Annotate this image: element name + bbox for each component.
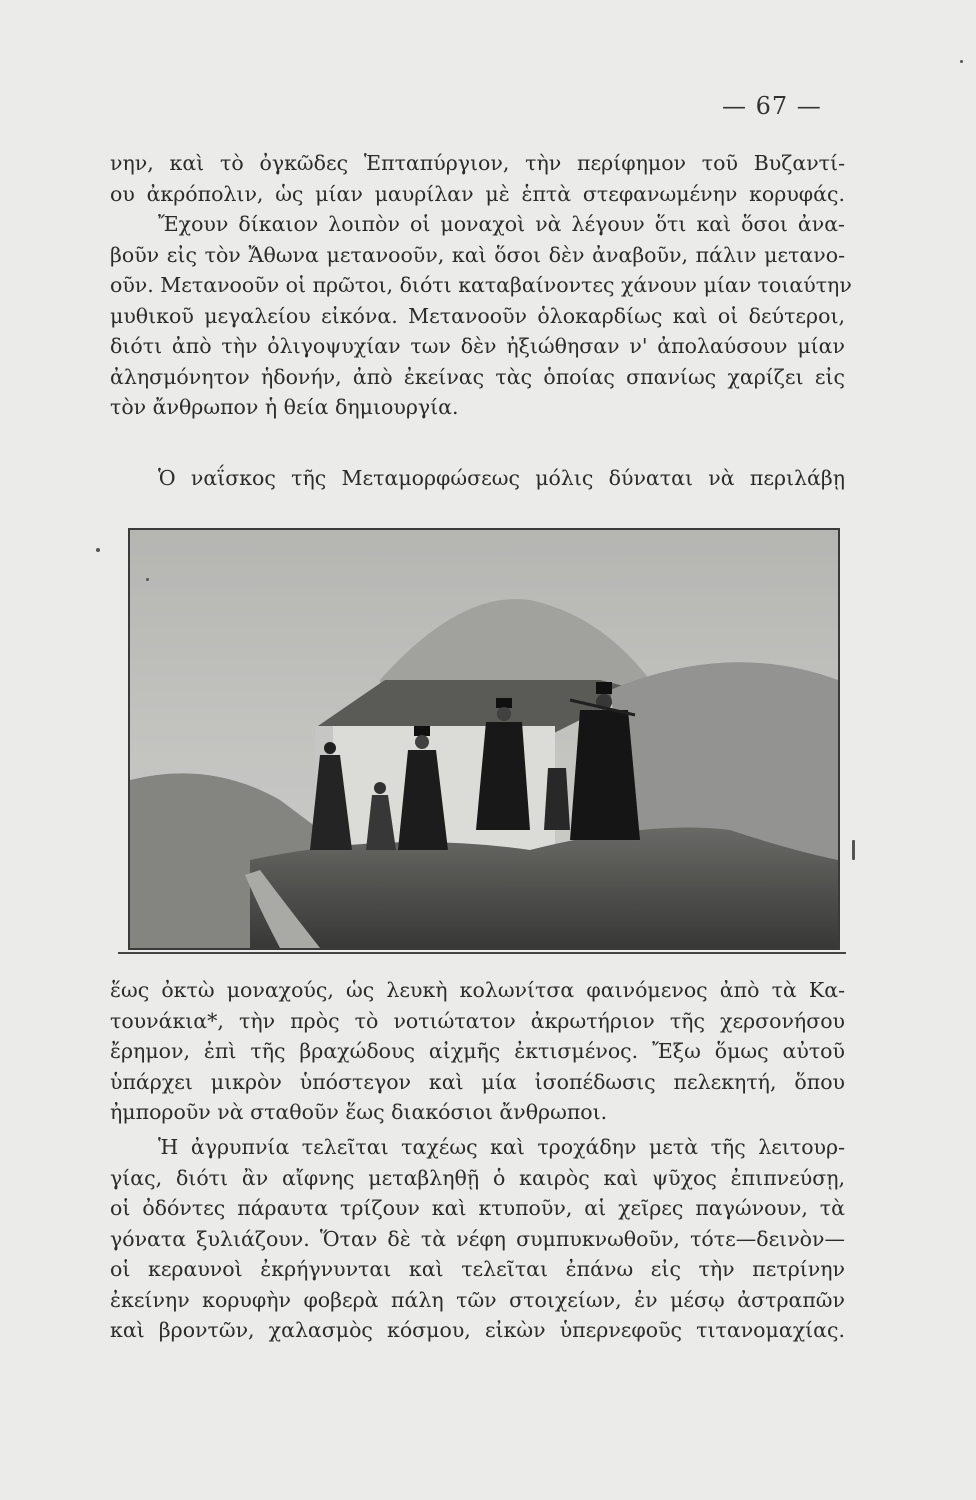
text-line: καὶ βροντῶν, χαλασμὸς κόσμου, εἰκὼν ὑπερνεφοῦς τιτανομαχίας. — [110, 1318, 845, 1342]
text-line: τουνάκια*, τὴν πρὸς τὸ νοτιώτατον ἀκρωτήριον τῆς χερσονήσου — [110, 1008, 845, 1033]
text-line: διότι ἀπὸ τὴν ὀλιγοψυχίαν των δὲν ἠξιώθησαν ν' ἀπολαύσουν μίαν — [110, 334, 845, 358]
text-line: Ἔχουν δίκαιον λοιπὸν οἱ μοναχοὶ νὰ λέγουν ὅτι καὶ ὅσοι ἀνα- — [158, 212, 845, 236]
print-speck — [146, 578, 149, 581]
text-line: ἕως ὀκτὼ μοναχούς, ὡς λευκὴ κολωνίτσα φαινόμενος ἀπὸ τὰ Κα- — [110, 978, 845, 1002]
text-line: ου ἀκρόπολιν, ὡς μίαν μαυρίλαν μὲ ἑπτὰ στεφανωμένην κορυφάς. — [110, 181, 845, 206]
print-speck — [96, 548, 100, 552]
text-line: νην, καὶ τὸ ὀγκῶδες Ἑπταπύργιον, τὴν περίφημον τοῦ Βυζαντί- — [110, 151, 845, 175]
text-line: ὑπάρχει μικρὸν ὑπόστεγον καὶ μία ἰσοπέδωσις πελεκητή, ὅπου — [110, 1069, 845, 1094]
photo-bottom-rule — [118, 952, 846, 954]
print-speck — [960, 60, 963, 63]
text-line: γίας, διότι ἂν αἴφνης μεταβληθῇ ὁ καιρὸς καὶ ψῦχος ἐπιπνεύσῃ, — [110, 1165, 845, 1190]
text-line: ἔρημον, ἐπὶ τῆς βραχώδους αἰχμῆς ἐκτισμένος. Ἔξω ὅμως αὐτοῦ — [110, 1039, 845, 1063]
text-line: τὸν ἄνθρωπον ἡ θεία δημιουργία. — [110, 395, 459, 419]
text-line: οῦν. Μετανοοῦν οἱ πρῶτοι, διότι καταβαίνοντες χάνουν μίαν τοιαύτην — [110, 273, 852, 297]
text-line: ἐκείνην κορυφὴν φοβερὰ πάλη τῶν στοιχείων, ἐν μέσῳ ἀστραπῶν — [110, 1287, 845, 1312]
text-line: βοῦν εἰς τὸν Ἄθωνα μετανοοῦν, καὶ ὅσοι δὲν ἀναβοῦν, πάλιν μετανο- — [110, 242, 845, 267]
text-line: Ὁ ναΐσκος τῆς Μεταμορφώσεως μόλις δύναται νὰ περιλάβῃ — [158, 466, 845, 490]
text-line: ἠμποροῦν νὰ σταθοῦν ἕως διακόσιοι ἄνθρωποι. — [110, 1100, 608, 1124]
text-line: μυθικοῦ μεγαλείου εἰκόνα. Μετανοοῦν ὁλοκαρδίως καὶ οἱ δεύτεροι, — [110, 303, 845, 328]
text-line: οἱ ὀδόντες πάραυτα τρίζουν καὶ κτυποῦν, αἱ χεῖρες παγώνουν, τὰ — [110, 1196, 845, 1220]
text-line: ἀλησμόνητον ἡδονήν, ἀπὸ ἐκείνας τὰς ὁποίας σπανίως χαρίζει εἰς — [110, 364, 845, 389]
paragraph-4 — [110, 1132, 845, 1346]
text-line: οἱ κεραυνοὶ ἐκρήγνυνται καὶ τελεῖται ἐπάνω εἰς τὴν πετρίνην — [110, 1257, 845, 1281]
photo-illustration — [130, 530, 838, 948]
text-line: γόνατα ξυλιάζουν. Ὅταν δὲ τὰ νέφη συμπυκνωθοῦν, τότε—δεινὸν— — [110, 1226, 845, 1251]
photo-monks-chapel — [128, 528, 840, 950]
paragraph-2 — [110, 463, 845, 494]
page-number: — 67 — — [722, 92, 822, 120]
print-speck — [852, 840, 855, 860]
text-line: Ἡ ἀγρυπνία τελεῖται ταχέως καὶ τροχάδην μετὰ τῆς λειτουρ- — [158, 1135, 845, 1159]
paragraph-3 — [110, 975, 845, 1128]
paragraph-1 — [110, 148, 852, 423]
